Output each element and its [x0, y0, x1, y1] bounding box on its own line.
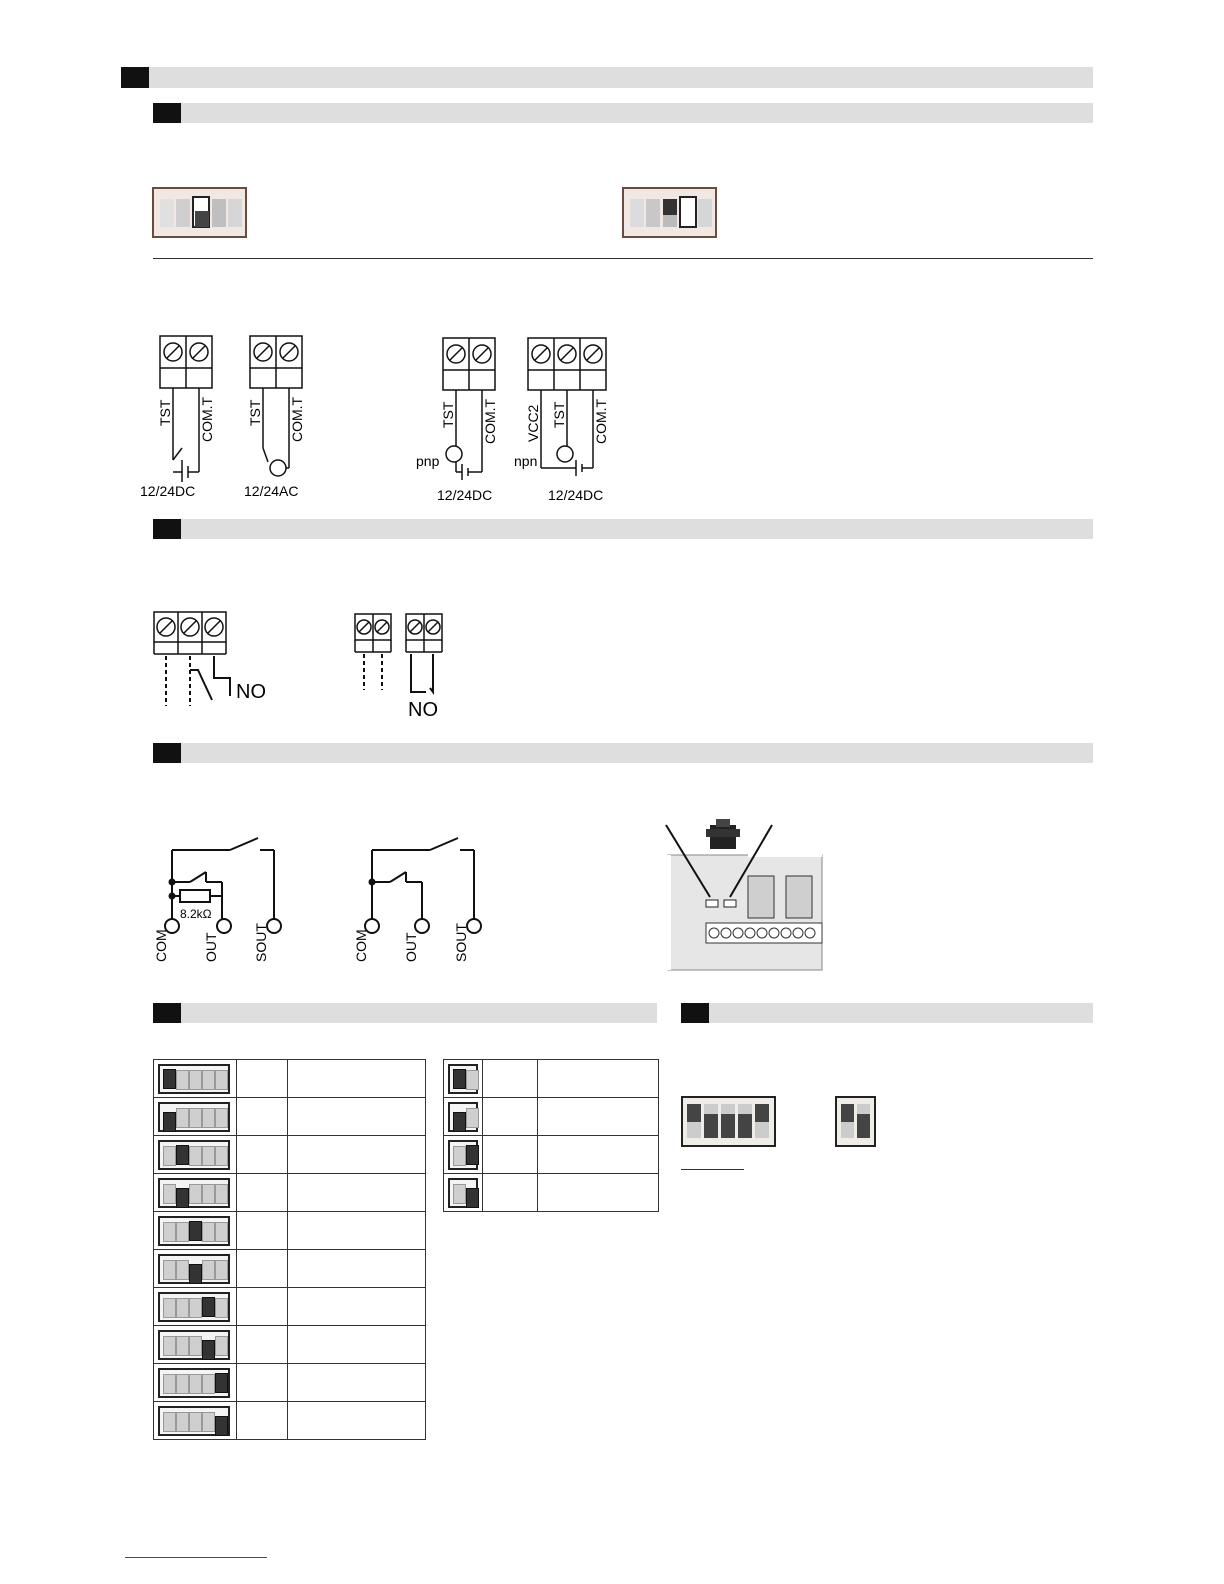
dip-table-cell [483, 1098, 538, 1136]
dip-table-cell [288, 1136, 426, 1174]
dip-table-cell [288, 1326, 426, 1364]
dip-switch-icon [158, 1406, 230, 1436]
no-contact-diagrams [150, 608, 470, 723]
section-bar-main [149, 67, 1093, 88]
section-bar-2 [181, 519, 1093, 539]
label-out-2: OUT [403, 932, 419, 962]
dip-table-cell [538, 1060, 659, 1098]
dip-table-cell [288, 1174, 426, 1212]
dip-table-cell [538, 1136, 659, 1174]
dip-switch-icon [158, 1178, 230, 1208]
dip-table-cell [237, 1288, 288, 1326]
dip-table-cell [237, 1364, 288, 1402]
dip-switch-image-5pos [681, 1096, 777, 1148]
dip-table-row [154, 1326, 426, 1364]
dip-table-cell [288, 1250, 426, 1288]
pcb-jumper-illustration [660, 815, 830, 975]
dip-table-row [444, 1174, 659, 1212]
dip-switch-icon [448, 1102, 478, 1132]
dip-table-row [154, 1174, 426, 1212]
dip-table-cell [288, 1364, 426, 1402]
dip-table-row [154, 1212, 426, 1250]
label-comt-3: COM.T [482, 398, 498, 444]
dip-table-cell [483, 1174, 538, 1212]
label-comt-2: COM.T [289, 396, 305, 442]
dip-table-row [154, 1060, 426, 1098]
dip-table-row [444, 1098, 659, 1136]
dip-table-row [444, 1136, 659, 1174]
label-comt-4: COM.T [593, 398, 609, 444]
label-dc-4: 12/24DC [548, 487, 604, 503]
dip-switch-image-2 [622, 187, 718, 239]
dip-table-cell [237, 1250, 288, 1288]
dip-table-cell [237, 1136, 288, 1174]
label-tst-4: TST [551, 401, 567, 428]
label-tst-1: TST [157, 399, 173, 426]
label-dc-1: 12/24DC [140, 483, 196, 499]
dip-table-cell [288, 1288, 426, 1326]
dip-switch-image-2pos [835, 1096, 877, 1148]
dip-switch-icon [158, 1064, 230, 1094]
dip-table-row [154, 1288, 426, 1326]
dip-table-row [154, 1364, 426, 1402]
dip-table-cell [237, 1060, 288, 1098]
section-marker-4 [153, 1003, 181, 1023]
label-dc-3: 12/24DC [437, 487, 493, 503]
dip-table-cell [288, 1402, 426, 1440]
label-sout-2: SOUT [453, 923, 469, 962]
dip-table-cell [237, 1326, 288, 1364]
label-no-1: NO [236, 681, 266, 703]
divider-1 [153, 258, 1093, 259]
label-sout-1: SOUT [253, 923, 269, 962]
dip-switch-icon [158, 1216, 230, 1246]
footer-line [125, 1557, 267, 1558]
section-bar-1 [181, 103, 1093, 123]
label-ac-2: 12/24AC [244, 483, 299, 499]
dip-table-cell [483, 1136, 538, 1174]
dip-switch-icon [158, 1292, 230, 1322]
label-resistor: 8.2kΩ [180, 907, 212, 921]
label-vcc2: VCC2 [525, 404, 541, 442]
dip-switch-icon [158, 1368, 230, 1398]
dip-table-cell [538, 1174, 659, 1212]
dip-table-row [154, 1250, 426, 1288]
label-com-2: COM [353, 929, 369, 962]
section-bar-4 [181, 1003, 657, 1023]
dip-table-cell [288, 1212, 426, 1250]
underline-right [681, 1169, 744, 1170]
dip-switch-icon [158, 1254, 230, 1284]
dip-table-cell [288, 1060, 426, 1098]
dip-table-cell [237, 1402, 288, 1440]
label-comt-1: COM.T [199, 396, 215, 442]
safety-edge-diagrams [150, 830, 510, 970]
dip-table-row [444, 1060, 659, 1098]
label-tst-3: TST [440, 401, 456, 428]
dip-table-cell [288, 1098, 426, 1136]
label-no-2: NO [408, 699, 438, 721]
section-marker-5 [681, 1003, 709, 1023]
dip-switch-icon [448, 1064, 478, 1094]
section-marker-1 [153, 103, 181, 123]
dip-table-cell [538, 1098, 659, 1136]
jumper-icon [706, 819, 740, 849]
label-tst-2: TST [247, 399, 263, 426]
dip-switch-icon [158, 1330, 230, 1360]
dip-switch-image-1 [152, 187, 248, 239]
dip-table-row [154, 1402, 426, 1440]
label-npn: npn [514, 453, 538, 469]
dip-table-cell [237, 1098, 288, 1136]
label-pnp: pnp [416, 453, 440, 469]
section-marker-main [121, 67, 149, 88]
label-out-1: OUT [203, 932, 219, 962]
section-marker-3 [153, 743, 181, 763]
dip-switch-icon [448, 1140, 478, 1170]
dip-table-cell [237, 1212, 288, 1250]
section-bar-5 [709, 1003, 1093, 1023]
section-marker-2 [153, 519, 181, 539]
tst-wiring-diagrams [140, 330, 640, 510]
dip-table-right [443, 1059, 659, 1212]
dip-table-row [154, 1136, 426, 1174]
label-com-1: COM [153, 929, 169, 962]
dip-switch-icon [158, 1140, 230, 1170]
dip-table-cell [237, 1174, 288, 1212]
dip-table-row [154, 1098, 426, 1136]
dip-switch-icon [158, 1102, 230, 1132]
dip-table-cell [483, 1060, 538, 1098]
dip-table-left [153, 1059, 426, 1440]
dip-switch-icon [448, 1178, 478, 1208]
section-bar-3 [181, 743, 1093, 763]
